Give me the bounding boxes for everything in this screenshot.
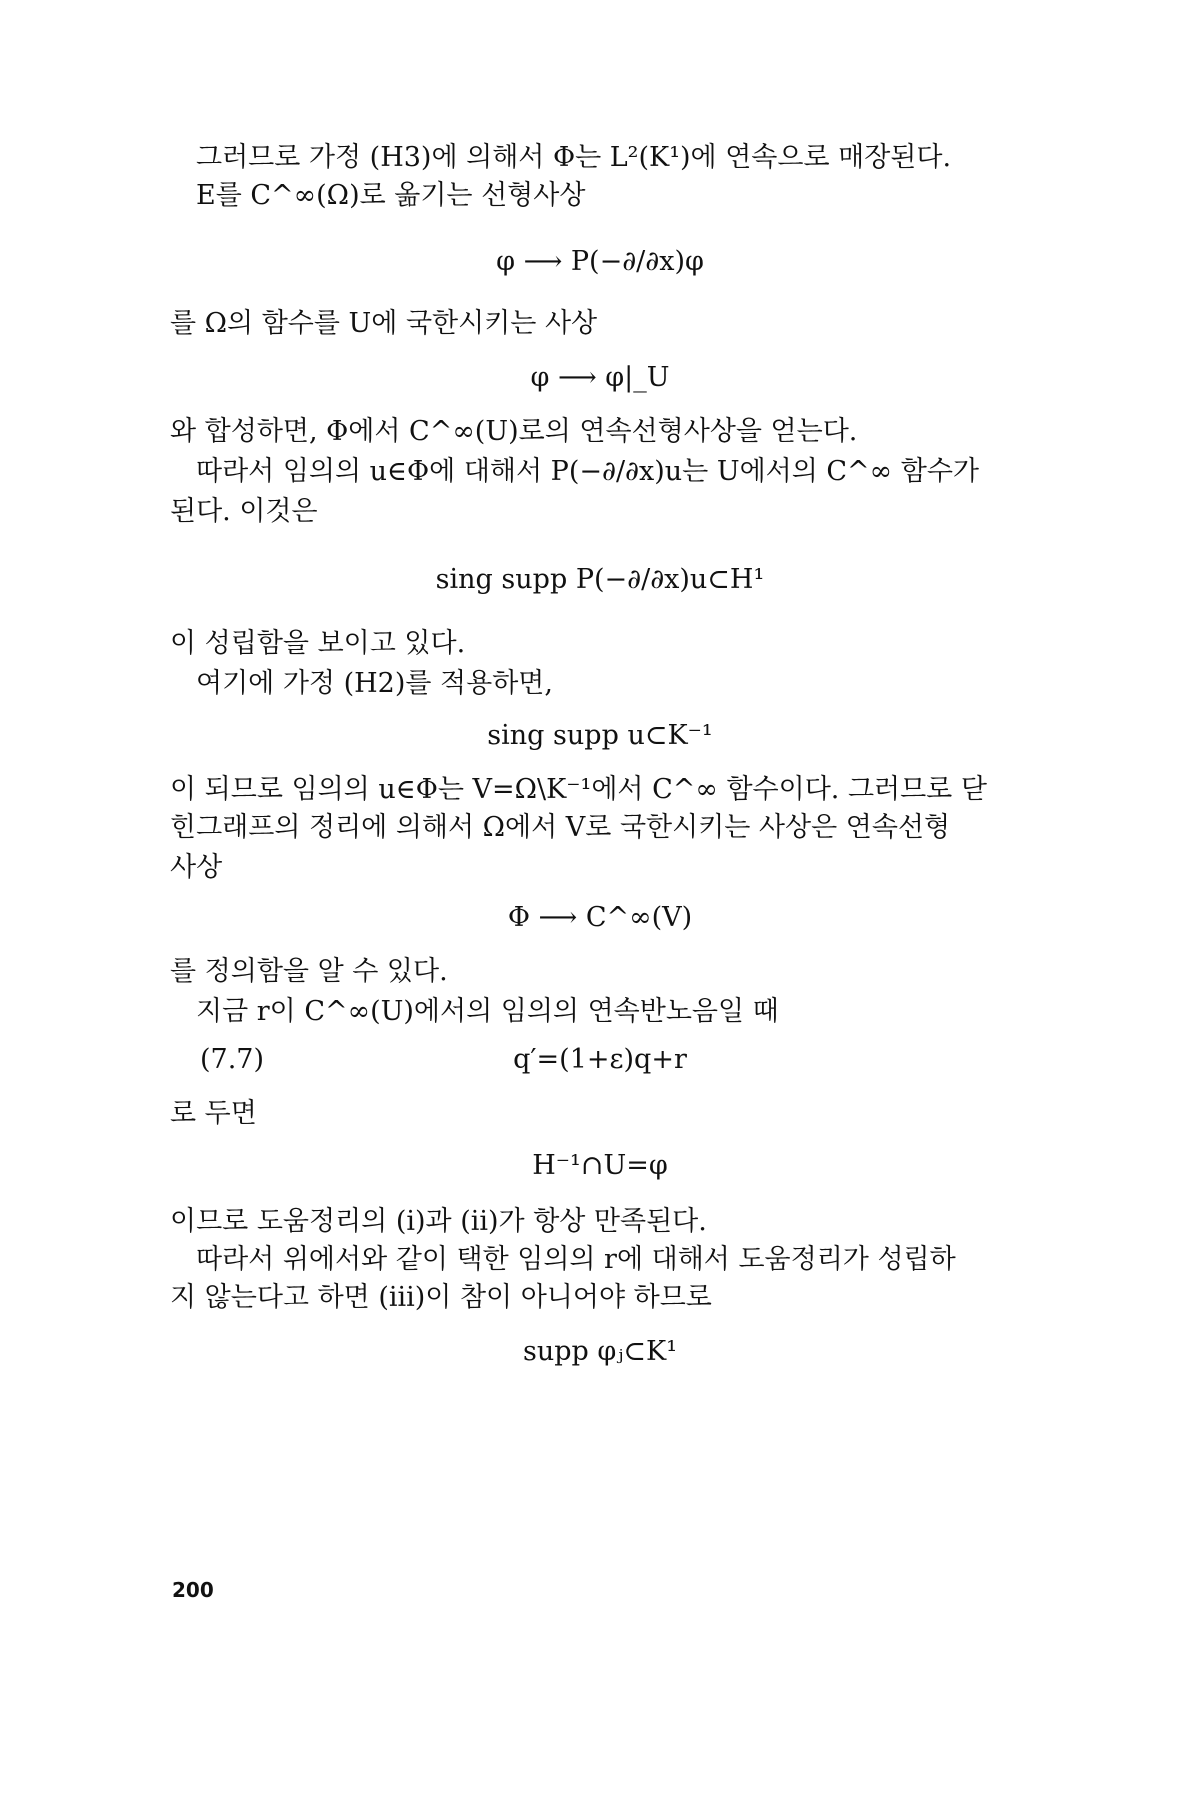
text-line-16: 따라서 위에서와 같이 택한 임의의 r에 대해서 도움정리가 성립하 <box>196 1244 956 1275</box>
equation-2: φ ⟶ φ|_U <box>530 362 670 393</box>
equation-6: q′=(1+ε)q+r <box>513 1044 687 1075</box>
text-line-6: 된다. 이것은 <box>170 496 318 527</box>
equation-number: (7.7) <box>200 1044 265 1075</box>
equation-5: Φ ⟶ C^∞(V) <box>507 902 693 933</box>
text-line-13: 지금 r이 C^∞(U)에서의 임의의 연속반노음일 때 <box>196 996 779 1027</box>
text-line-1: 그러므로 가정 (H3)에 의해서 Φ는 L²(K¹)에 연속으로 매장된다. <box>196 142 952 173</box>
text-line-11: 사상 <box>170 852 223 883</box>
equation-4: sing supp u⊂K⁻¹ <box>487 720 713 751</box>
text-line-15: 이므로 도움정리의 (i)과 (ii)가 항상 만족된다. <box>170 1206 707 1237</box>
equation-8: supp φⱼ⊂K¹ <box>522 1336 678 1367</box>
text-line-2: E를 C^∞(Ω)로 옮기는 선형사상 <box>196 180 586 211</box>
text-line-14: 로 두면 <box>170 1098 257 1129</box>
text-line-12: 를 정의함을 알 수 있다. <box>170 956 448 987</box>
equation-3: sing supp P(−∂/∂x)u⊂H¹ <box>435 564 765 595</box>
text-line-3: 를 Ω의 함수를 U에 국한시키는 사상 <box>170 308 598 339</box>
equation-7: H⁻¹∩U=φ <box>532 1150 668 1181</box>
text-line-17: 지 않는다고 하면 (iii)이 참이 아니어야 하므로 <box>170 1282 712 1313</box>
text-line-9: 이 되므로 임의의 u∈Φ는 V=Ω\K⁻¹에서 C^∞ 함수이다. 그러므로 닫 <box>170 774 987 805</box>
text-line-8: 여기에 가정 (H2)를 적용하면, <box>196 668 553 699</box>
text-line-5: 따라서 임의의 u∈Φ에 대해서 P(−∂/∂x)u는 U에서의 C^∞ 함수가 <box>196 456 980 487</box>
text-line-4: 와 합성하면, Φ에서 C^∞(U)로의 연속선형사상을 얻는다. <box>170 416 858 447</box>
text-line-10: 힌그래프의 정리에 의해서 Ω에서 V로 국한시키는 사상은 연속선형 <box>170 812 951 843</box>
equation-1: φ ⟶ P(−∂/∂x)φ <box>496 246 704 277</box>
text-line-7: 이 성립함을 보이고 있다. <box>170 628 466 659</box>
page-number: 200 <box>172 1578 214 1602</box>
